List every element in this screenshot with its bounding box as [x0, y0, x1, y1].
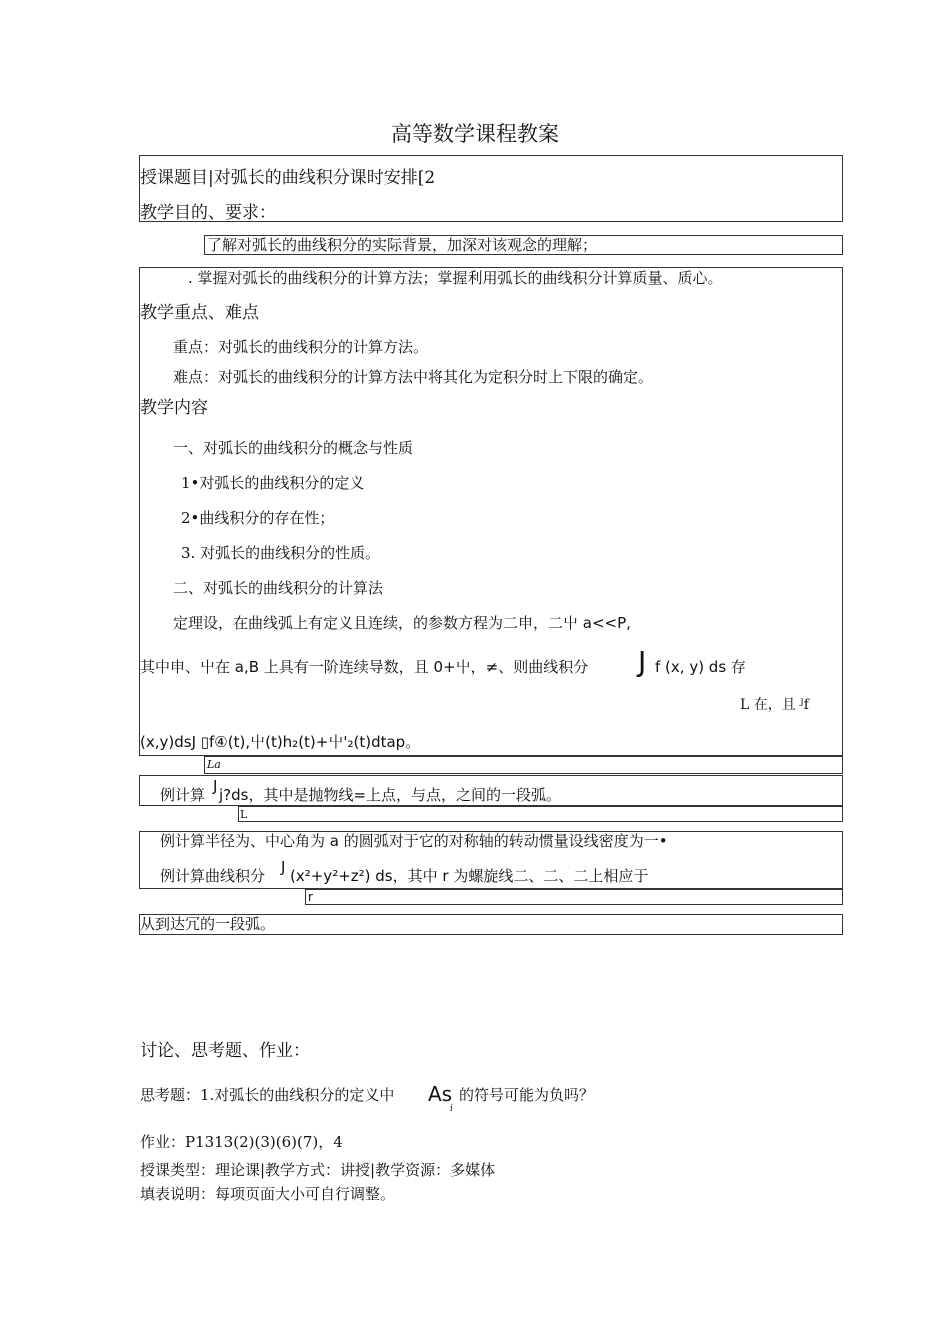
- key-point: 重点：对弧长的曲线积分的计算方法。: [173, 338, 429, 356]
- topic-line: 授课题目|对弧长的曲线积分课时安排[2: [140, 168, 436, 188]
- example2-text: 例计算半径为、中心角为 a 的圆弧对于它的对称轴的转动惯量设线密度为一•: [160, 832, 668, 850]
- la-label: La: [207, 758, 221, 771]
- objective2-text: . 掌握对弧长的曲线积分的计算方法；掌握利用弧长的曲线积分计算质量、质心。: [188, 269, 723, 287]
- example3-continuation: 从到达冗的一段弧。: [140, 915, 276, 933]
- section2-heading: 二、对弧长的曲线积分的计算法: [173, 579, 384, 597]
- keypoints-heading: 教学重点、难点: [140, 303, 259, 323]
- example1-prefix: 例计算: [160, 786, 206, 804]
- objective1-text: 了解对弧长的曲线积分的实际背景，加深对该观念的理解；: [207, 236, 598, 254]
- theorem-line-4: (x,y)dsJ ▯f④(t),屮(t)h₂(t)+屮'₂(t)dtap。: [140, 733, 421, 751]
- list-item-1: 1•对弧长的曲线积分的定义: [181, 474, 365, 492]
- difficulty-point: 难点：对弧长的曲线积分的计算方法中将其化为定积分时上下限的确定。: [173, 368, 654, 386]
- theorem-line-1: 定理设，在曲线弧上有定义且连续，的参数方程为二申，二屮 a<<P,: [173, 614, 631, 632]
- list-item-2: 2•曲线积分的存在性；: [181, 509, 335, 527]
- example3-prefix: 例计算曲线积分: [160, 867, 266, 885]
- page-title: 高等数学课程教案: [391, 122, 559, 146]
- la-box: [204, 756, 843, 774]
- discussion-heading: 讨论、思考题、作业：: [140, 1041, 310, 1061]
- theorem-line-3: L 在，且 ᴶf: [740, 697, 809, 713]
- example1-text: j?ds，其中是抛物线=上点，与点，之间的一段弧。: [219, 786, 562, 804]
- l-label: L: [240, 808, 248, 821]
- theorem-line-2: 其中申、屮在 a,B 上具有一阶连续导数，且 0+屮，≠、则曲线积分: [140, 658, 589, 676]
- integral-symbol: J: [638, 645, 647, 678]
- homework-line: 作业：P1313(2)(3)(6)(7)，4: [140, 1133, 343, 1151]
- type-line: 授课类型：理论课|教学方式：讲授|教学资源：多媒体: [140, 1161, 496, 1179]
- think-sub: i: [450, 1104, 453, 1114]
- section1-heading: 一、对弧长的曲线积分的概念与性质: [173, 439, 414, 457]
- content-heading: 教学内容: [140, 398, 208, 418]
- think-question-suffix: 的符号可能为负吗？: [459, 1086, 595, 1104]
- l-box: [238, 806, 843, 822]
- example3-text: (x²+y²+z²) ds，其中 r 为螺旋线二、二、二上相应于: [290, 867, 649, 885]
- note-line: 填表说明：每项页面大小可自行调整。: [140, 1185, 396, 1203]
- think-question-prefix: 思考题：1.对弧长的曲线积分的定义中: [140, 1086, 395, 1104]
- think-as: As: [428, 1082, 453, 1106]
- r-label: r: [308, 890, 313, 904]
- example3-sup: J: [281, 858, 286, 876]
- r-box: [305, 889, 843, 905]
- list-item-3: 3. 对弧长的曲线积分的性质。: [181, 544, 381, 562]
- example1-sup: J: [213, 777, 218, 795]
- theorem-line-2-end: f (x, y) ds 存: [655, 658, 746, 676]
- objectives-label: 教学目的、要求：: [140, 203, 276, 223]
